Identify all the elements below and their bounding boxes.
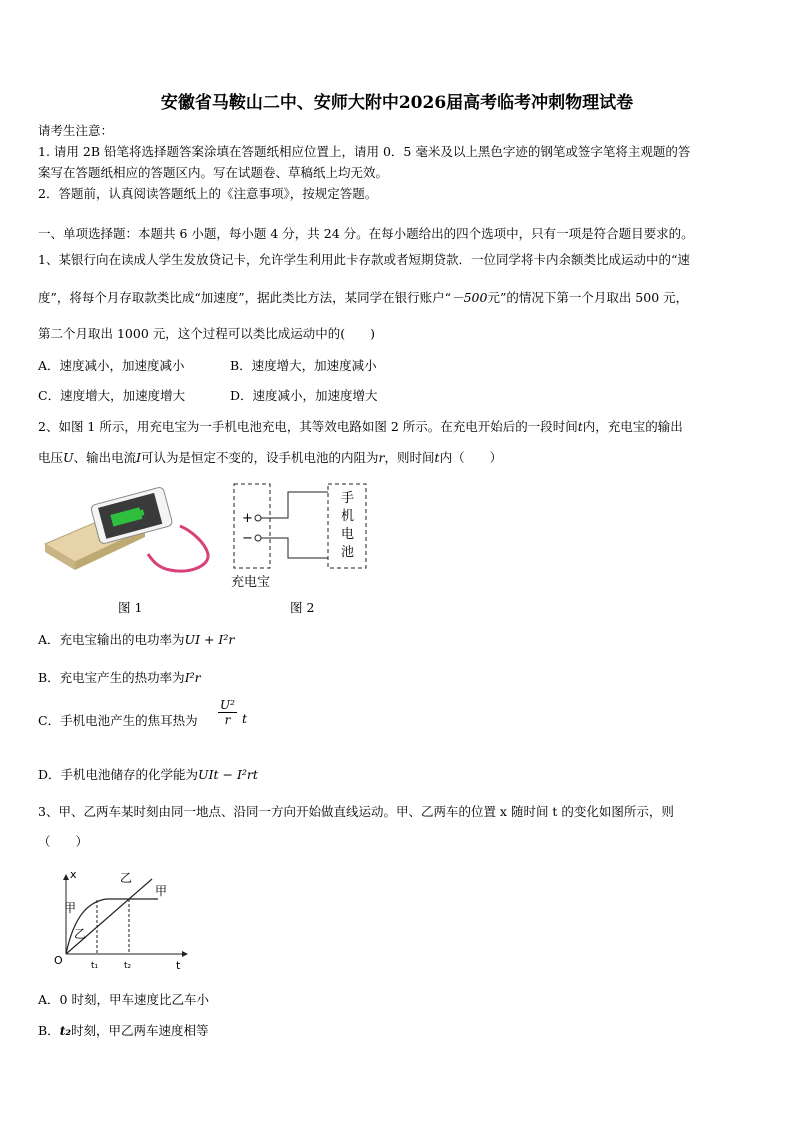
origin-label: O	[54, 954, 63, 967]
q1-option-a: A．速度减小，加速度减小	[38, 358, 185, 373]
section-heading: 一、单项选择题：本题共 6 小题，每小题 4 分，共 24 分。在每小题给出的四个选项中，只有一项是符合题目要求的。	[38, 226, 694, 241]
jia-label-left: 甲	[64, 901, 77, 915]
figure-2-caption: 图 2	[290, 600, 315, 615]
q2-line-2c: 可认为是恒定不变的，设手机电池的内阻为	[141, 450, 379, 465]
negative-terminal	[255, 535, 261, 541]
q2-line-1	[38, 417, 683, 435]
charging-cable	[148, 526, 208, 571]
q2-line-1b: 内，充电宝的输出	[582, 419, 683, 434]
q2-option-c	[38, 711, 198, 729]
q2-option-b-text: B．充电宝产生的热功率为	[38, 670, 185, 685]
powerbank-box	[234, 484, 270, 568]
q2-option-a	[38, 630, 234, 648]
t-axis-arrow	[182, 951, 188, 957]
jia-label-right: 甲	[155, 884, 168, 898]
q2-option-c-fraction	[218, 698, 237, 727]
wire-bottom	[261, 538, 328, 558]
q3-line-2: （ ）	[38, 834, 89, 849]
yi-label-bottom: 乙	[74, 927, 87, 941]
q3-option-a: A．0 时刻，甲车速度比乙车小	[38, 992, 209, 1007]
q3-option-b-t2: t₂	[59, 1023, 71, 1038]
q3-xt-graph	[48, 866, 198, 974]
minus-sign: −	[242, 531, 253, 546]
phone	[90, 486, 173, 544]
q1-line-2a: 度”，将每个月存取款类比成“加速度”，据此类比方法，某同学在银行账户“	[38, 290, 452, 305]
q3-option-b	[38, 1021, 208, 1039]
q2-option-d	[38, 765, 258, 783]
q2-option-a-text: A．充电宝输出的电功率为	[38, 632, 185, 647]
q2-option-c-text: C．手机电池产生的焦耳热为	[38, 713, 198, 728]
q3-line-1: 3、甲、乙两车某时刻由同一地点、沿同一方向开始做直线运动。甲、乙两车的位置 x 随时间 t 的变化如图所示，则	[38, 804, 674, 819]
t2-label: t₂	[124, 961, 132, 971]
box-char-2: 机	[341, 509, 355, 524]
q1-line-2b: 元”的情况下第一个月取出 500 元，	[487, 290, 689, 305]
q2-line-2e: 内（ ）	[439, 450, 503, 465]
q3-option-b-label: B．	[38, 1023, 60, 1038]
fraction-denominator: r	[224, 713, 231, 727]
q2-var-i: I	[136, 450, 142, 465]
q2-option-a-formula: UI + I²r	[184, 632, 235, 647]
box-char-4: 池	[341, 545, 355, 560]
q2-var-t: t	[577, 419, 583, 434]
page-title: 安徽省马鞍山二中、安师大附中2026届高考临考冲刺物理试卷	[160, 93, 634, 113]
q2-var-t2: t	[434, 450, 440, 465]
q1-option-c: C．速度增大，加速度增大	[38, 388, 186, 403]
notice-item-2: 2．答题前，认真阅读答题纸上的《注意事项》，按规定答题。	[38, 186, 378, 201]
q2-option-b	[38, 668, 201, 686]
notice-item-1a: 1. 请用 2B 铅笔将选择题答案涂填在答题纸相应位置上，请用 0．5 毫米及以上黑色字迹的钢笔或签字笔将主观题的答	[38, 144, 691, 159]
t-axis-label: t	[176, 959, 181, 972]
powerbank-label: 充电宝	[231, 575, 271, 590]
x-axis-label: x	[70, 868, 77, 881]
q2-var-r: r	[378, 450, 385, 465]
q1-option-d: D．速度减小，加速度增大	[230, 388, 378, 403]
notice-item-1b: 案写在答题纸相应的答题区内。写在试题卷、草稿纸上均无效。	[38, 165, 389, 180]
figure-1-caption: 图 1	[118, 600, 143, 615]
q2-line-1a: 2、如图 1 所示，用充电宝为一手机电池充电，其等效电路如图 2 所示。在充电开始后的一段时间	[38, 419, 578, 434]
q2-line-2	[38, 448, 502, 466]
figure-2-circuit	[228, 478, 378, 590]
q2-option-d-formula: UIt − I²rt	[198, 767, 258, 782]
q2-option-b-formula: I²r	[184, 670, 201, 685]
q2-option-c-t: t	[242, 711, 248, 726]
t1-label: t₁	[91, 961, 99, 971]
yi-label-top: 乙	[120, 871, 133, 885]
q1-line-3: 第二个月取出 1000 元，这个过程可以类比成运动中的( )	[38, 326, 376, 341]
plus-sign: +	[242, 511, 253, 526]
fraction-numerator: U²	[220, 698, 235, 712]
figure-1-illustration	[40, 484, 220, 584]
q2-line-2a: 电压	[38, 450, 64, 465]
q2-option-d-text: D．手机电池储存的化学能为	[38, 767, 199, 782]
box-char-3: 电	[341, 527, 355, 542]
q3-option-b-text: 时刻，甲乙两车速度相等	[70, 1023, 209, 1038]
positive-terminal	[255, 515, 261, 521]
wire-top	[261, 492, 328, 518]
q2-line-2d: ，则时间	[384, 450, 435, 465]
notice-heading: 请考生注意：	[38, 123, 114, 138]
q1-line-1: 1、某银行向在读成人学生发放贷记卡，允许学生利用此卡存款或者短期贷款．一位同学将卡内余额类比成运动中的“速	[38, 252, 690, 267]
q1-line-2	[38, 288, 688, 306]
x-axis-arrow	[63, 874, 69, 880]
q2-var-u: U	[63, 450, 74, 465]
box-char-1: 手	[341, 491, 355, 506]
q1-amount: －500	[451, 290, 488, 305]
line-yi	[66, 879, 152, 954]
q2-line-2b: 、输出电流	[73, 450, 137, 465]
q1-option-b: B．速度增大，加速度减小	[230, 358, 377, 373]
